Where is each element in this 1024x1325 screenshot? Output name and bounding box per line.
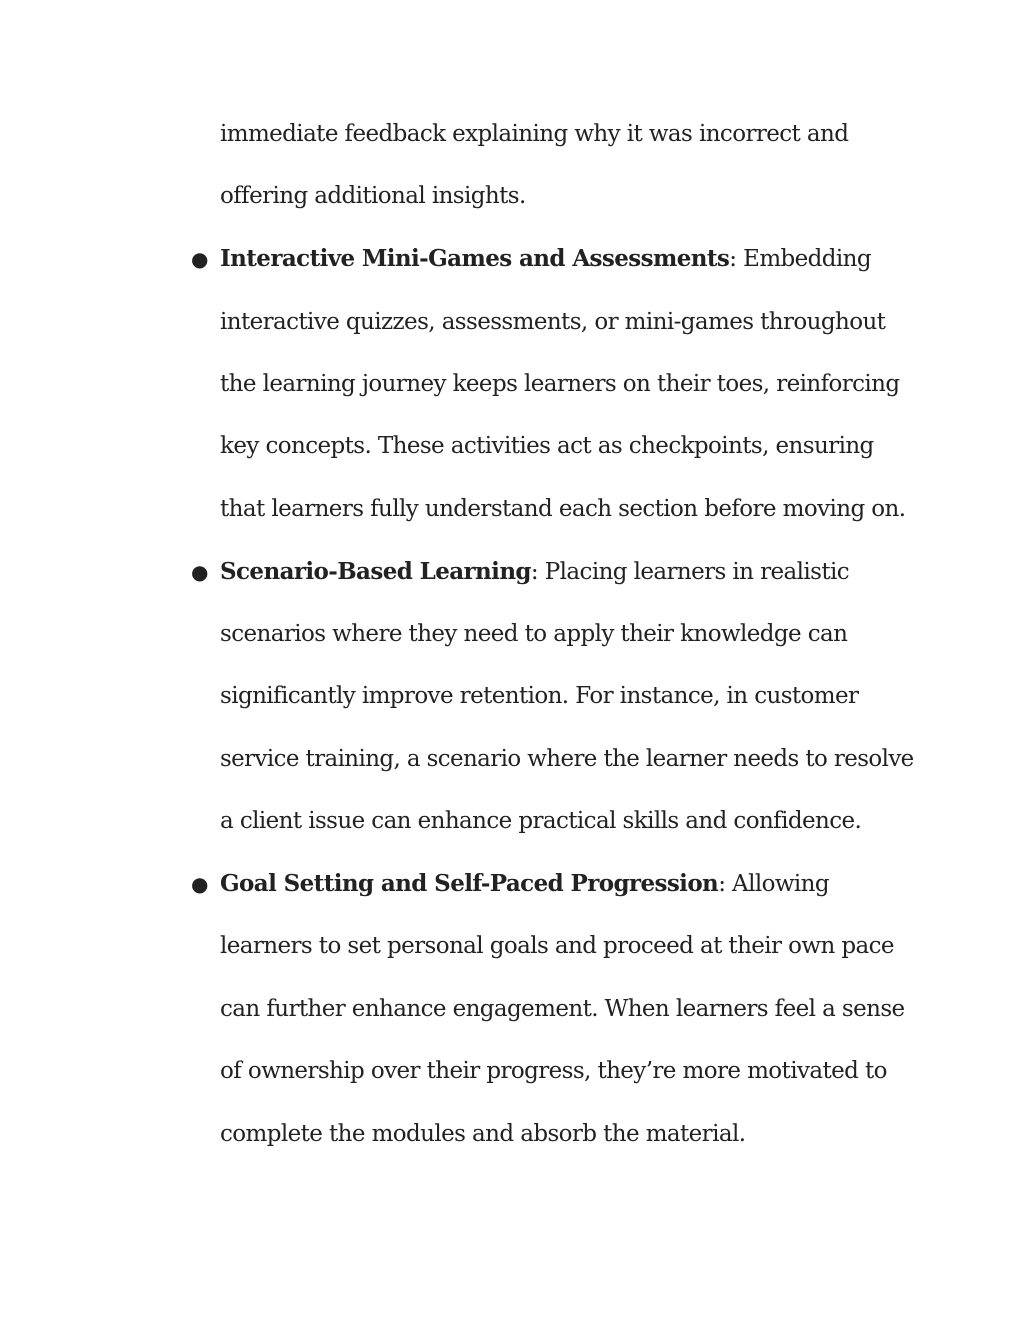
- list-item-first-line: [220, 869, 829, 899]
- list-item-line: can further enhance engagement. When learners feel a sense: [220, 996, 905, 1022]
- list-item-line: a client issue can enhance practical skills and confidence.: [220, 808, 862, 834]
- list-item-title: Scenario-Based Learning: [220, 558, 531, 585]
- bullet-marker: ●: [191, 872, 209, 896]
- list-item-title: Goal Setting and Self-Paced Progression: [220, 870, 719, 897]
- title-separator: :: [530, 559, 539, 585]
- list-item-line: key concepts. These activities act as checkpoints, ensuring: [220, 433, 874, 459]
- list-item-line: scenarios where they need to apply their knowledge can: [220, 621, 848, 647]
- list-item-text: Placing learners in realistic: [538, 559, 850, 585]
- continuation-line: immediate feedback explaining why it was incorrect and: [220, 121, 849, 147]
- list-item-text: Allowing: [725, 871, 830, 897]
- list-item-line: of ownership over their progress, they’re more motivated to: [220, 1058, 887, 1084]
- bullet-marker: ●: [191, 560, 209, 584]
- list-item-text: Embedding: [736, 246, 872, 272]
- list-item-title: Interactive Mini-Games and Assessments: [220, 245, 730, 272]
- list-item-line: significantly improve retention. For instance, in customer: [220, 683, 859, 709]
- list-item-first-line: [220, 244, 871, 274]
- list-item-line: the learning journey keeps learners on their toes, reinforcing: [220, 371, 900, 397]
- list-item-line: complete the modules and absorb the material.: [220, 1121, 746, 1147]
- list-item-line: service training, a scenario where the learner needs to resolve: [220, 746, 914, 772]
- list-item-line: interactive quizzes, assessments, or mini-games throughout: [220, 309, 886, 335]
- title-separator: :: [729, 246, 737, 272]
- bullet-marker: ●: [191, 247, 209, 271]
- list-item-line: learners to set personal goals and proceed at their own pace: [220, 933, 894, 959]
- list-item-line: that learners fully understand each section before moving on.: [220, 496, 906, 522]
- title-separator: :: [718, 871, 726, 897]
- continuation-line: offering additional insights.: [220, 183, 526, 209]
- list-item-first-line: [220, 557, 849, 587]
